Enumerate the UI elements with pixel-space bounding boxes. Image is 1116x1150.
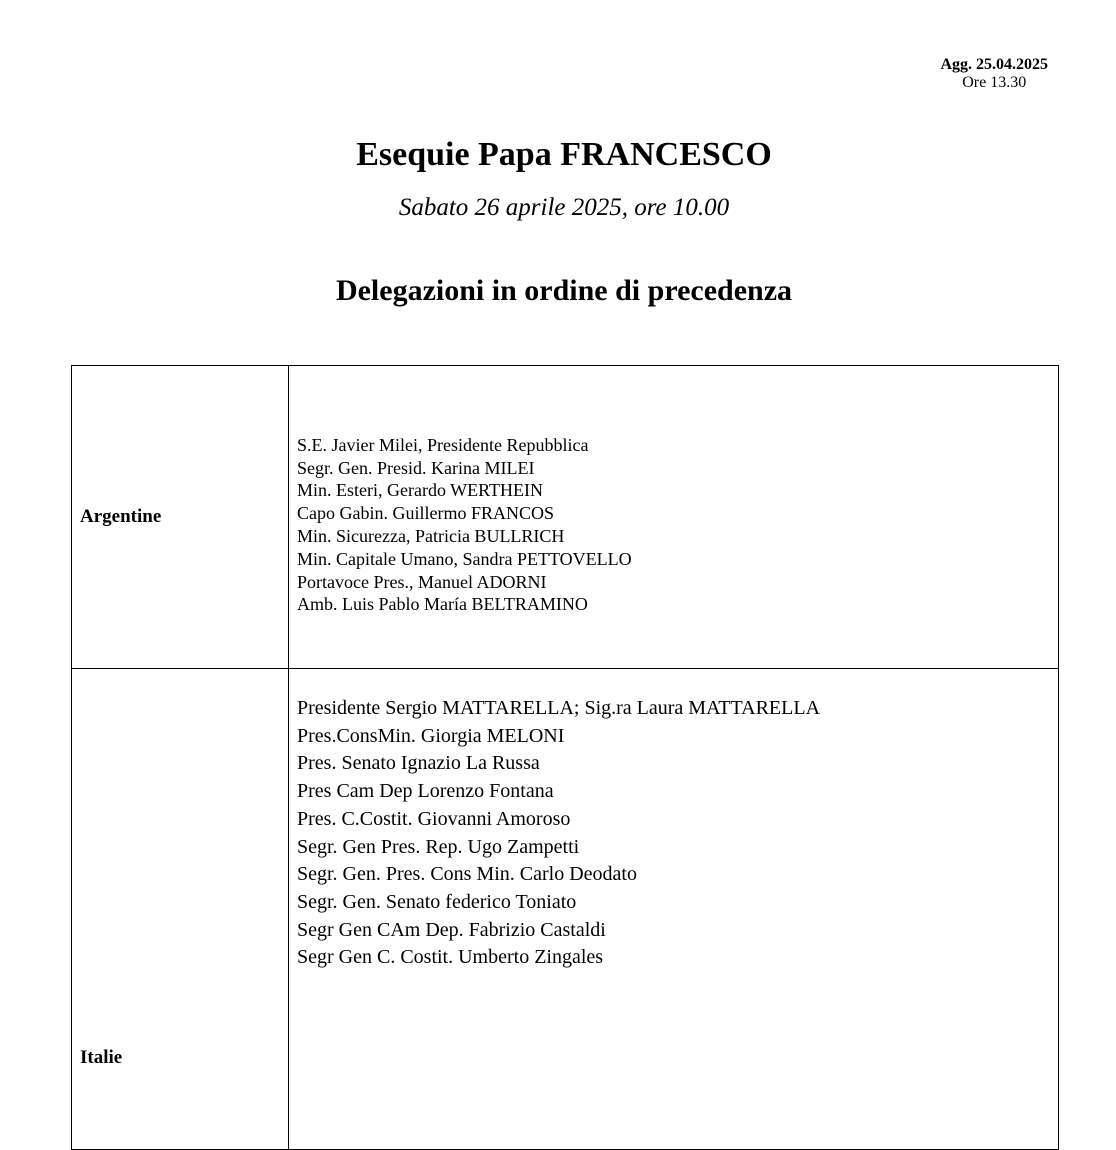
member-line: Min. Capitale Umano, Sandra PETTOVELLO [297,548,632,569]
member-line: Amb. Luis Pablo María BELTRAMINO [297,594,588,615]
spacer [297,972,1050,1000]
member-line: S.E. Javier Milei, Presidente Repubblica [297,434,589,455]
update-stamp [940,56,1048,93]
country-cell: Italie [72,669,289,1150]
member-line: Pres. C.Costit. Giovanni Amoroso [297,807,571,830]
member-line: Segr Gen CAm Dep. Fabrizio Castaldi [297,918,606,941]
section-title: Delegazioni in ordine di precedenza [335,274,793,307]
member-line: Presidente Sergio MATTARELLA; Sig.ra Laura MATTARELLA [297,697,821,719]
update-time: Ore 13.30 [962,74,1027,92]
member-line: Pres Cam Dep Lorenzo Fontana [297,780,554,803]
member-line: Pres.ConsMin. Giorgia MELONI [297,724,565,747]
table-row [72,366,1059,669]
member-line: Segr. Gen. Pres. Cons Min. Carlo Deodato [297,863,637,886]
members-cell [289,669,1059,1150]
document-subtitle: Sabato 26 aprile 2025, ore 10.00 [398,194,730,221]
member-line: Pres. Senato Ignazio La Russa [297,752,540,775]
update-date: Agg. 25.04.2025 [940,56,1048,73]
country-cell: Argentine [72,366,289,669]
member-line: Capo Gabin. Guillermo FRANCOS [297,503,555,524]
member-line: Min. Sicurezza, Patricia BULLRICH [297,526,565,546]
member-line: Segr Gen C. Costit. Umberto Zingales [297,946,604,969]
members-cell [289,366,1059,669]
member-line: Segr. Gen Pres. Rep. Ugo Zampetti [297,835,580,858]
table-row [72,669,1059,1150]
member-line: Segr. Gen. Senato federico Toniato [297,890,577,913]
document-title: Esequie Papa FRANCESCO [356,136,772,173]
member-line: Segr. Gen. Presid. Karina MILEI [297,457,535,478]
member-line: Min. Esteri, Gerardo WERTHEIN [297,480,544,501]
member-line: Portavoce Pres., Manuel ADORNI [297,571,547,592]
delegations-table [71,365,1059,1150]
